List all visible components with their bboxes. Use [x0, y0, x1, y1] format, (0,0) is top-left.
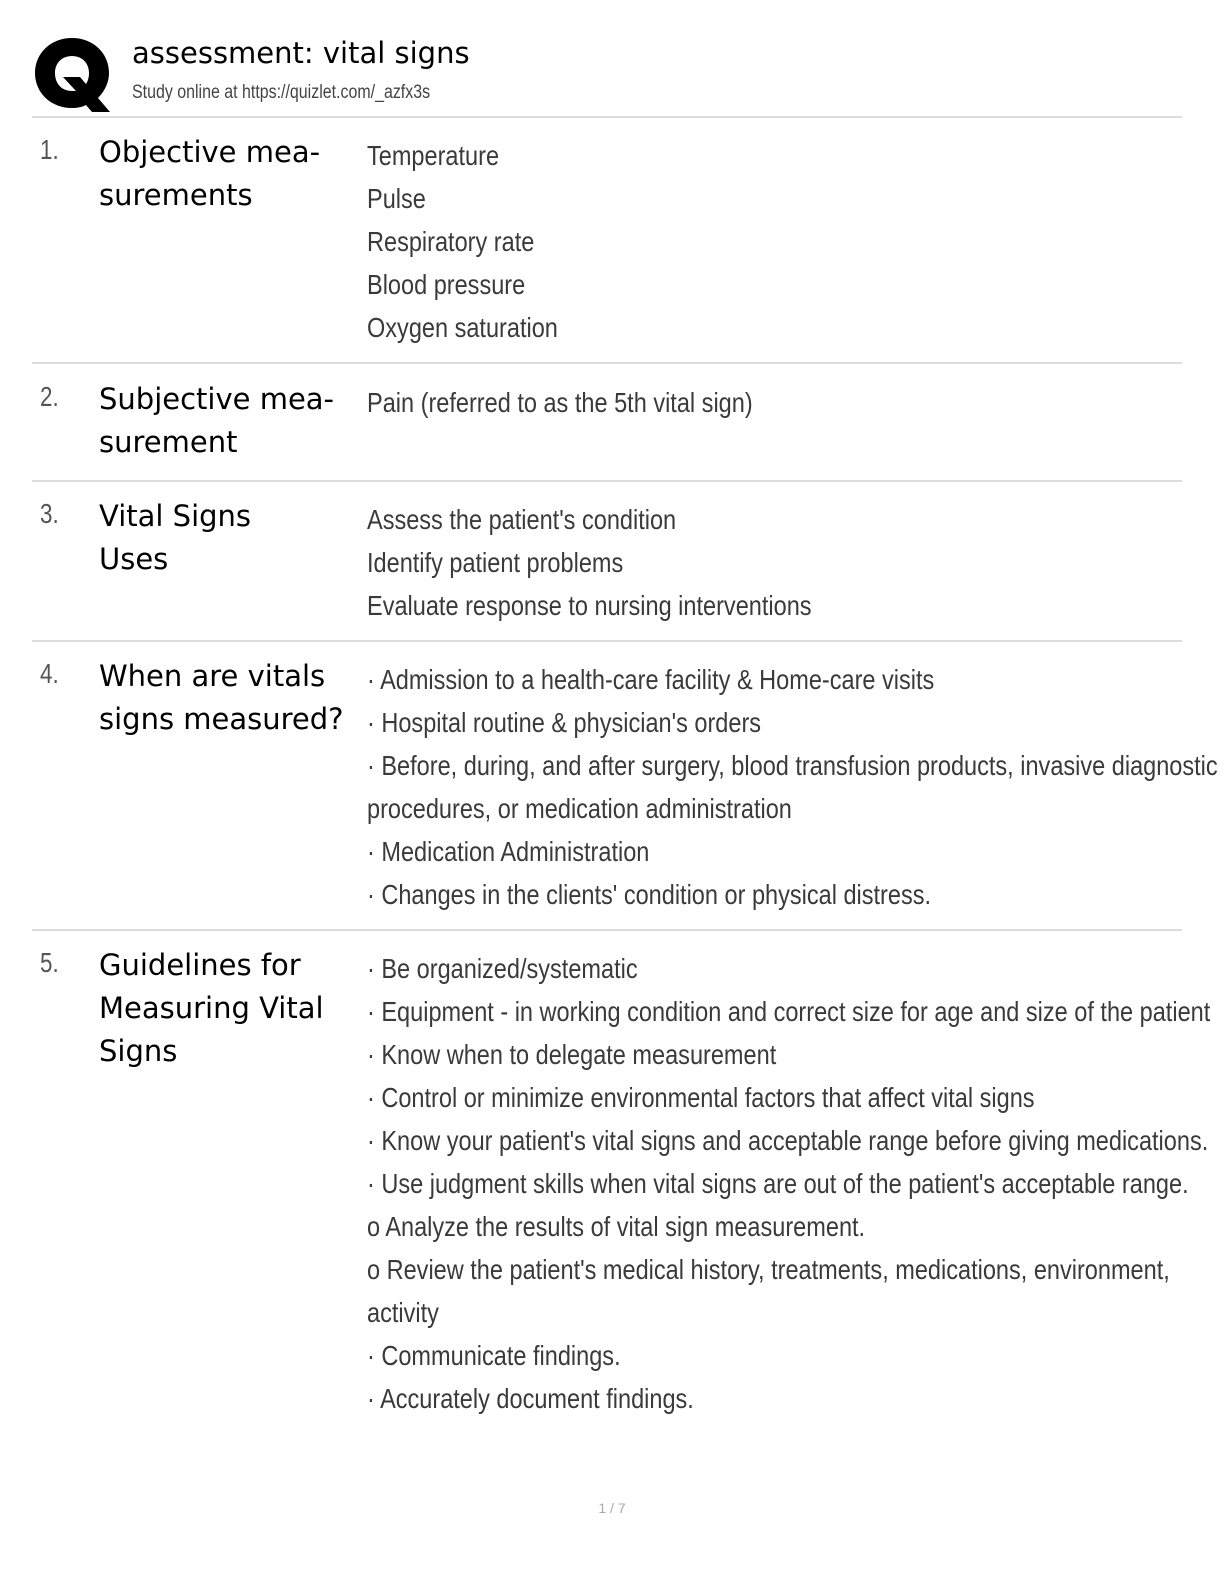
flashcard	[32, 658, 1218, 931]
definition-line: · Control or minimize environmental factors that affect vital signs	[367, 1082, 1035, 1113]
definition-line: Oxygen saturation	[367, 312, 558, 343]
page-number: 1 / 7	[598, 1500, 626, 1516]
definition-line: Evaluate response to nursing interventions	[367, 590, 812, 621]
page-header	[32, 34, 1182, 114]
definition-line: · Be organized/systematic	[367, 953, 638, 984]
card-definition	[367, 134, 1197, 349]
card-term-line: Measuring Vital	[99, 991, 324, 1025]
definition-line: Pain (referred to as the 5th vital sign)	[367, 387, 753, 418]
header-divider	[32, 116, 1182, 118]
card-term-line: Guidelines for	[99, 948, 301, 982]
definition-line: · Changes in the clients' condition or physical distress.	[367, 879, 932, 910]
card-divider	[32, 640, 1182, 642]
card-term-line: Signs	[99, 1034, 178, 1068]
definition-line: activity	[367, 1297, 439, 1328]
definition-line: Assess the patient's condition	[367, 504, 677, 535]
definition-line: · Admission to a health-care facility & Home-care visits	[367, 664, 935, 695]
card-term-line: Subjective mea-	[99, 382, 335, 416]
card-term	[99, 378, 359, 464]
card-number: 2.	[40, 381, 59, 412]
card-term	[99, 495, 359, 581]
card-term	[99, 655, 359, 741]
definition-line: · Accurately document findings.	[367, 1383, 694, 1414]
card-term-line: surements	[99, 178, 253, 212]
definition-line: · Before, during, and after surgery, blood transfusion products, invasive diagnostic	[367, 750, 1218, 781]
card-definition	[367, 947, 1211, 1420]
card-definition	[367, 498, 1197, 627]
card-divider	[32, 362, 1182, 364]
card-term	[99, 944, 359, 1073]
document-title: assessment: vital signs	[132, 36, 470, 70]
card-term	[99, 131, 359, 217]
definition-line: Temperature	[367, 140, 500, 171]
definition-line: o Review the patient's medical history, treatments, medications, environment,	[367, 1254, 1170, 1285]
definition-line: · Know when to delegate measurement	[367, 1039, 777, 1070]
study-online-link[interactable]: Study online at https://quizlet.com/_azfx3s	[132, 82, 431, 103]
card-term-line: Objective mea-	[99, 135, 321, 169]
card-divider	[32, 480, 1182, 482]
card-term-line: When are vitals	[99, 659, 326, 693]
card-divider	[32, 929, 1182, 931]
definition-line: Blood pressure	[367, 269, 526, 300]
definition-line: procedures, or medication administration	[367, 793, 792, 824]
definition-line: · Know your patient's vital signs and acceptable range before giving medications.	[367, 1125, 1209, 1156]
card-number: 4.	[40, 658, 59, 689]
card-term-line: Uses	[99, 542, 169, 576]
card-term-line: surement	[99, 425, 238, 459]
flashcard	[32, 947, 1211, 1427]
card-number: 3.	[40, 498, 59, 529]
flashcard	[32, 134, 1182, 364]
definition-line: · Medication Administration	[367, 836, 650, 867]
quizlet-logo-icon	[32, 34, 112, 114]
definition-line: · Use judgment skills when vital signs are out of the patient's acceptable range.	[367, 1168, 1189, 1199]
card-definition	[367, 381, 1197, 424]
definition-line: o Analyze the results of vital sign measurement.	[367, 1211, 866, 1242]
card-number: 5.	[40, 947, 59, 978]
card-number: 1.	[40, 134, 59, 165]
card-term-line: Vital Signs	[99, 499, 252, 533]
definition-line: Identify patient problems	[367, 547, 624, 578]
definition-line: Pulse	[367, 183, 426, 214]
card-definition	[367, 658, 1218, 916]
flashcard	[32, 381, 1182, 482]
flashcard	[32, 498, 1182, 642]
card-term-line: signs measured?	[99, 702, 344, 736]
definition-line: · Communicate findings.	[367, 1340, 621, 1371]
definition-line: · Hospital routine & physician's orders	[367, 707, 762, 738]
definition-line: Respiratory rate	[367, 226, 535, 257]
definition-line: · Equipment - in working condition and correct size for age and size of the patient	[367, 996, 1211, 1027]
